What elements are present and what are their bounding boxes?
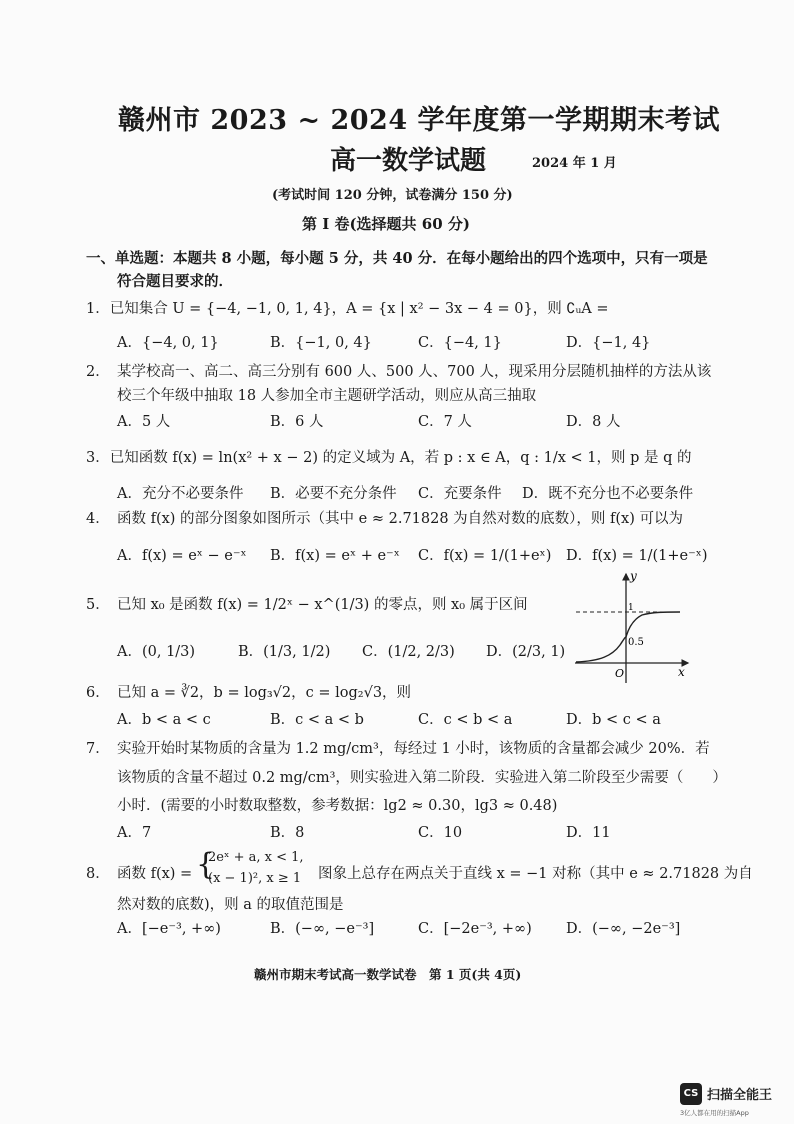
section-instruction-line2: 符合题目要求的． [117, 273, 233, 290]
scanner-logo-icon: CS [680, 1083, 702, 1105]
q7-option-b: B．8 [270, 825, 305, 841]
q8-stem-suffix: 图象上总存在两点关于直线 x = −1 对称（其中 e ≈ 2.71828 为自 [318, 866, 753, 882]
x-axis-label: x [678, 665, 685, 679]
q1-option-a: A．{−4, 0, 1} [117, 335, 219, 351]
q4-stem: 4． 函数 f(x) 的部分图象如图所示（其中 e ≈ 2.71828 为自然对数的底数），则 f(x) 可以为 [86, 511, 684, 527]
q1-stem: 1．已知集合 U = {−4, −1, 0, 1, 4}，A = {x | x² − 3x − 4 = 0}，则 ∁ᵤA = [86, 301, 609, 317]
tick-label-0-5: 0.5 [628, 637, 644, 648]
page-footer: 赣州市期末考试高一数学试卷 第 1 页(共 4页) [254, 967, 522, 982]
q5-stem: 5． 已知 x₀ 是函数 f(x) = 1/2ˣ − x^(1/3) 的零点，则 x₀ 属于区间 [86, 597, 528, 613]
q1-option-c: C．{−4, 1} [418, 335, 502, 351]
exam-title: 赣州市 2023 ~ 2024 学年度第一学期期末考试 [118, 105, 721, 136]
tick-label-1: 1 [628, 603, 634, 613]
q2-option-b: B．6 人 [270, 414, 324, 430]
q6-option-d: D．b < c < a [566, 712, 661, 728]
piecewise-brace: { [196, 847, 216, 882]
q8-case1: 2eˣ + a, x < 1, [208, 850, 304, 865]
q2-option-c: C．7 人 [418, 414, 472, 430]
scanner-tagline: 3亿人都在用的扫描App [680, 1109, 749, 1117]
q7-option-c: C．10 [418, 825, 463, 841]
q6-option-a: A．b < a < c [117, 712, 211, 728]
q6-option-c: C．c < b < a [418, 712, 513, 728]
exam-note: (考试时间 120 分钟，试卷满分 150 分) [272, 188, 513, 203]
q6-stem: 6． 已知 a = ∛2，b = log₃√2，c = log₂√3，则 [86, 685, 412, 701]
exam-subtitle: 高一数学试题 [330, 146, 487, 176]
q8-option-c: C．[−2e⁻³, +∞) [418, 921, 532, 937]
q8-option-d: D．(−∞, −2e⁻³] [566, 921, 681, 937]
q8-case2: (x − 1)², x ≥ 1 [208, 871, 302, 886]
q3-stem: 3．已知函数 f(x) = ln(x² + x − 2) 的定义域为 A，若 p : x ∈ A，q : 1/x < 1，则 p 是 q 的 [86, 450, 692, 466]
q1-option-d: D．{−1, 4} [566, 335, 651, 351]
q7-stem-line2: 该物质的含量不超过 0.2 mg/cm³，则实验进入第二阶段．实验进入第二阶段至少需要（ ） [117, 770, 727, 786]
q8-stem-prefix: 8． 函数 f(x) = [86, 866, 193, 882]
q4-option-a: A．f(x) = eˣ − e⁻ˣ [117, 548, 247, 564]
q3-option-a: A．充分不必要条件 [117, 486, 244, 502]
q2-option-a: A．5 人 [117, 414, 171, 430]
q3-option-d: D．既不充分也不必要条件 [522, 486, 694, 502]
scanner-name: 扫描全能王 [707, 1088, 773, 1103]
q2-stem-line2: 校三个年级中抽取 18 人参加全市主题研学活动，则应从高三抽取 [117, 388, 537, 404]
q7-stem-line3: 小时．(需要的小时数取整数，参考数据：lg2 ≈ 0.30，lg3 ≈ 0.48) [117, 798, 558, 814]
q7-option-d: D．11 [566, 825, 611, 841]
q7-option-a: A．7 [117, 825, 152, 841]
q2-stem-line1: 2． 某学校高一、高二、高三分别有 600 人、500 人、700 人，现采用分层随机抽样的方法从该 [86, 364, 712, 380]
q6-option-b: B．c < a < b [270, 712, 364, 728]
q8-option-b: B．(−∞, −e⁻³] [270, 921, 375, 937]
q4-option-d: D．f(x) = 1/(1+e⁻ˣ) [566, 548, 708, 564]
q8-stem-line2: 然对数的底数)，则 a 的取值范围是 [117, 897, 344, 913]
q5-option-a: A．(0, 1/3) [117, 644, 196, 660]
section-instruction-line1: 一、单选题：本题共 8 小题，每小题 5 分，共 40 分．在每小题给出的四个选项中，只有一项是 [86, 250, 708, 267]
q4-option-c: C．f(x) = 1/(1+eˣ) [418, 548, 552, 564]
q2-option-d: D．8 人 [566, 414, 621, 430]
q5-option-b: B．(1/3, 1/2) [238, 644, 331, 660]
y-axis-label: y [630, 570, 637, 583]
exam-date: 2024 年 1 月 [532, 156, 617, 171]
q3-option-b: B．必要不充分条件 [270, 486, 397, 502]
function-graph [570, 570, 690, 685]
q5-option-c: C．(1/2, 2/3) [362, 644, 455, 660]
q3-option-c: C．充要条件 [418, 486, 502, 502]
q4-option-b: B．f(x) = eˣ + e⁻ˣ [270, 548, 400, 564]
q8-option-a: A．[−e⁻³, +∞) [117, 921, 221, 937]
q1-option-b: B．{−1, 0, 4} [270, 335, 372, 351]
q5-option-d: D．(2/3, 1) [486, 644, 566, 660]
origin-label: O [615, 667, 625, 680]
q7-stem-line1: 7． 实验开始时某物质的含量为 1.2 mg/cm³，每经过 1 小时，该物质的含量都会减少 20%．若 [86, 741, 710, 757]
volume-heading: 第 I 卷(选择题共 60 分) [302, 215, 470, 233]
